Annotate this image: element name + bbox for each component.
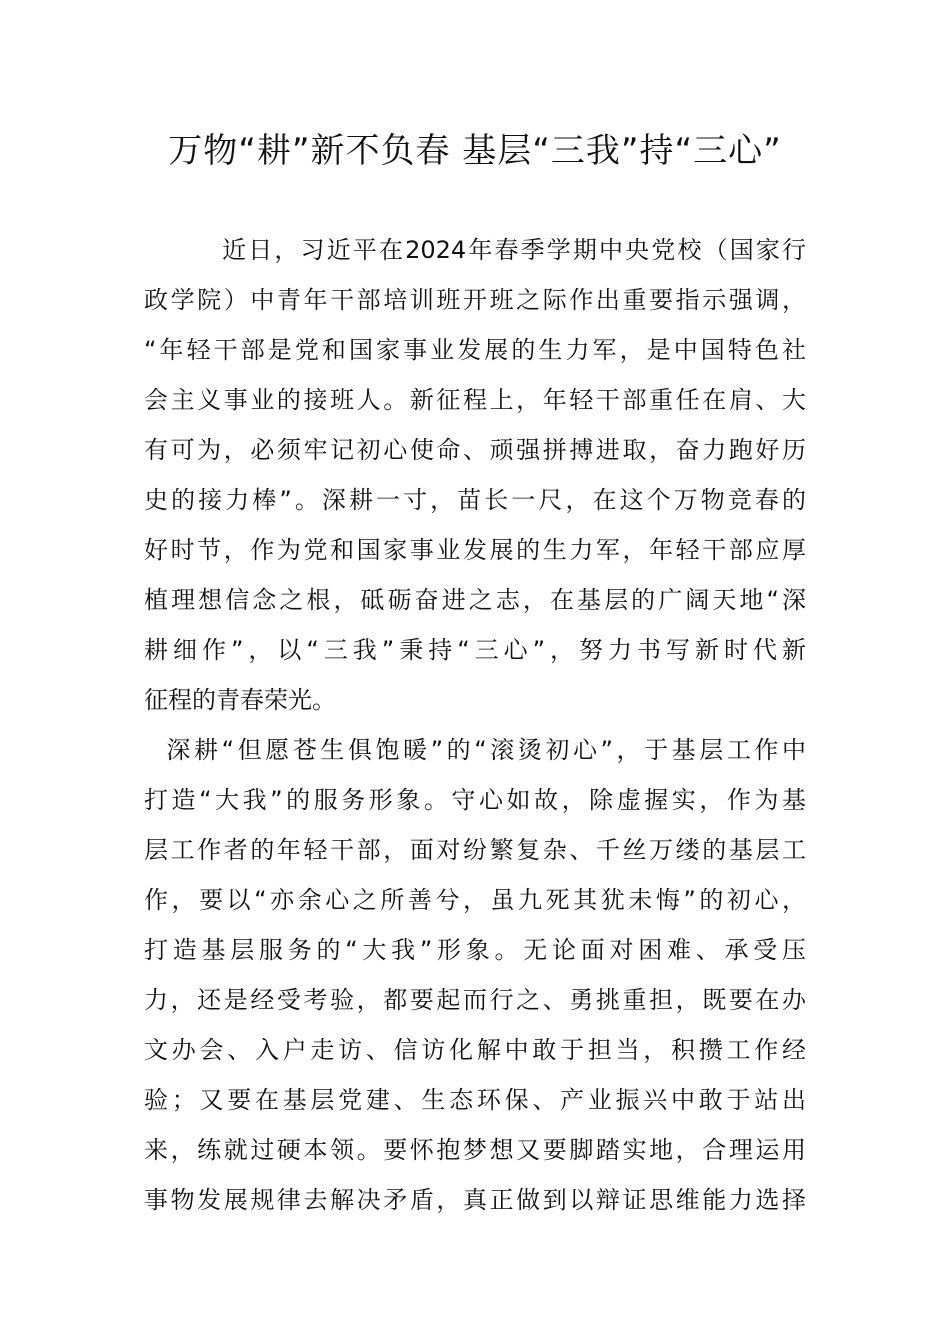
body-line: 好时节，作为党和国家事业发展的生力军，年轻干部应厚 [144, 536, 806, 564]
body-line: 打造“大我”的服务形象。守心如故，除虚握实，作为基 [144, 786, 806, 814]
body-line: 植理想信念之根，砥砺奋进之志，在基层的广阔天地“深 [144, 586, 806, 614]
body-line: 力，还是经受考验，都要起而行之、勇挑重担，既要在办 [144, 986, 806, 1014]
body-line: 文办会、入户走访、信访化解中敢于担当，积攒工作经 [144, 1036, 806, 1064]
document-title: 万物“耕”新不负春 基层“三我”持“三心” [168, 131, 782, 171]
body-line: 史的接力棒”。深耕一寸，苗长一尺，在这个万物竞春的 [144, 486, 806, 514]
body-line: 有可为，必须牢记初心使命、顽强拼搏进取，奋力跑好历 [144, 436, 806, 464]
body-line: 征程的青春荣光。 [144, 686, 336, 714]
body-line: 深耕“但愿苍生俱饱暖”的“滚烫初心”，于基层工作中 [144, 736, 806, 764]
body-line: 打造基层服务的“大我”形象。无论面对困难、承受压 [144, 936, 806, 964]
body-line: “年轻干部是党和国家事业发展的生力军，是中国特色社 [144, 336, 806, 364]
body-line: 政学院）中青年干部培训班开班之际作出重要指示强调， [144, 286, 806, 314]
body-line: 事物发展规律去解决矛盾，真正做到以辩证思维能力选择 [144, 1186, 806, 1214]
body-line: 耕细作”，以“三我”秉持“三心”，努力书写新时代新 [144, 636, 806, 664]
body-line: 会主义事业的接班人。新征程上，年轻干部重任在肩、大 [144, 386, 806, 414]
body-line: 作，要以“亦余心之所善兮，虽九死其犹未悔”的初心， [144, 886, 806, 914]
body-line: 层工作者的年轻干部，面对纷繁复杂、千丝万缕的基层工 [144, 836, 806, 864]
body-line: 来，练就过硬本领。要怀抱梦想又要脚踏实地，合理运用 [144, 1136, 806, 1164]
body-line: 近日，习近平在2024年春季学期中央党校（国家行 [144, 236, 806, 264]
body-line: 验；又要在基层党建、生态环保、产业振兴中敢于站出 [144, 1086, 806, 1114]
